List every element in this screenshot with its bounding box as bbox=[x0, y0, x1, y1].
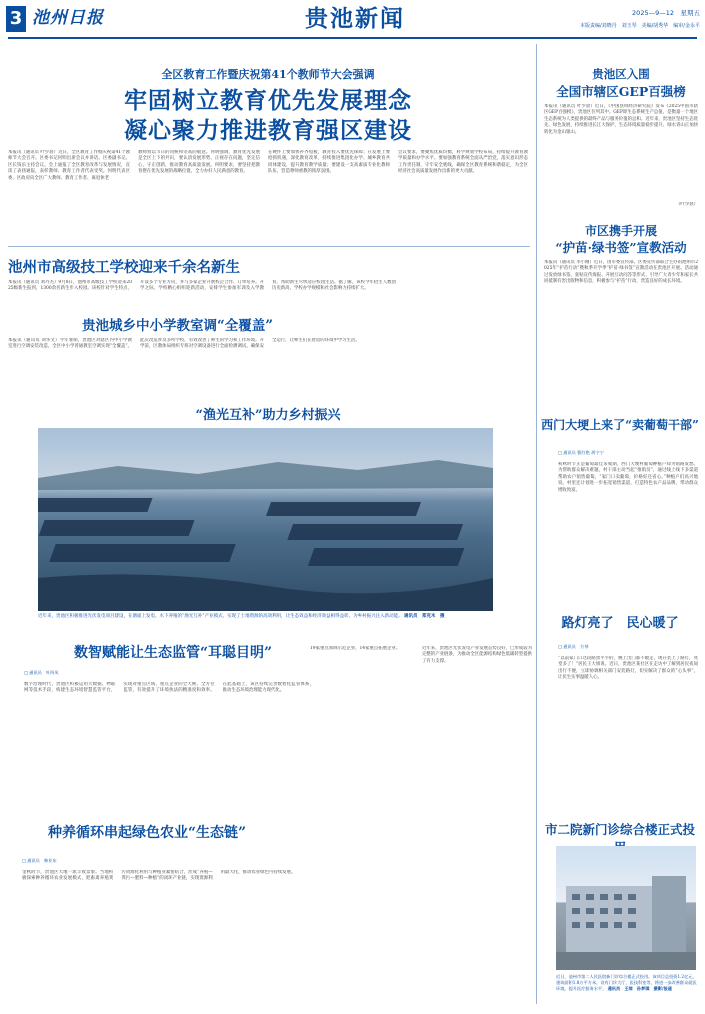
supervision-title: 数智赋能让生态监管“耳聪目明” bbox=[74, 645, 273, 661]
page-number-badge: 3 bbox=[6, 6, 26, 32]
pupil-title-1: 市区携手开展 bbox=[584, 224, 657, 238]
pupil-body: 本报讯（通讯员 李小刚）近日，由市委宣传部、区委宣传部联合主办的池州市2025年“护苗行动”暨秋季开学季“护苗·绿书签”宣教活动在贵池区开展。活动通过发放绿书签、张贴宣传海报、开展互动问答等形式，引导广大青少年和家长共同抵制有害出版物和信息，积极参与“护苗”行动，营造良好的成长环境。 bbox=[544, 260, 698, 285]
solar-fishery-photo bbox=[38, 428, 493, 611]
road-author: □ 通讯员 方琴 bbox=[558, 644, 589, 649]
road-story bbox=[540, 612, 700, 812]
light-story-body-right: 近年来，贵池区光伏发电产业发展态势良好，已形成较为完整的产业链条，为推动全区能源结构绿色低碳转型提供了有力支撑。 bbox=[422, 646, 532, 664]
gep-author: （叶少晨） bbox=[676, 202, 698, 207]
hospital-caption-author: 通讯员 王琼 孙梦琪 摄影/报道 bbox=[607, 985, 672, 991]
hospital-caption-text: 近日，池州市第二人民医院新门诊综合楼正式投用。该项目总投资1.2亿元，建筑面积1.8万平方米，设有门诊大厅、医技科室等，将进一步改善群众就医环境，提升医疗服务水平。 bbox=[556, 974, 697, 991]
solar-caption-author: 通讯员 郑克木 摄 bbox=[404, 614, 445, 619]
main-body-col3: 在硬件上要加快补齐短板，教育投入要优先保障；在发展上要抢抓机遇，深化教育改革，持续推进集团化办学、城乡教育共同体建设，提升教育教学质量；要建设一支高素质专业化教师队伍，营造尊师重教的浓厚氛围。 bbox=[268, 150, 390, 175]
hospital-photo-art bbox=[556, 846, 696, 970]
classroom-body: 本报讯（通讯员 刘华文）今年暑期，贵池区对辖区内中小学教室进行空调安装改造，全区中小学普通教室空调实现“全覆盖”。此次改造涉及多所学校，有效改善了师生的学习和工作环境。开学前，区教体局组织专班对空调设备进行全面检测调试，确保安全运行，让师生们在舒适的环境中学习生活。 bbox=[8, 338, 360, 350]
header-rule bbox=[8, 37, 697, 39]
main-headline-2: 凝心聚力推进教育强区建设 bbox=[124, 117, 412, 144]
main-body-col4: 会议要求，要聚焦优质均衡，科学规划学校布局，持续提升教育教学质量和办学水平。要加强教育系统全面从严治党，落实意识形态工作责任制，守牢安全底线，确保全区教育系统和谐稳定，为全区经济社会高质量发展作出新的更大贡献。 bbox=[398, 150, 528, 175]
cycle-body: 金秋时节，贵池区大地一派丰收景象。当地积极探索种养循环农业发展模式，把畜禽养殖粪污资源化利用与种植业紧密结合，形成“养殖—粪污—肥料—种植”的闭环产业链，实现资源利用最大化，推动农业绿色可持续发展。 bbox=[22, 870, 296, 882]
supervision-body: 数字治理时代，贵池区积极运用大数据、物联网等技术手段，构建生态环境智慧监管平台，实现对重点区域、重点企业的全天候、全方位监管，有效提升了环境执法的精准度和效率。在此基础上，该区持续完善数智化监管体系，推动生态环境治理能力现代化。 bbox=[24, 682, 314, 694]
school-body: 本报讯（通讯员 刘丹杰）9月8日，池州市高级技工学校迎来2025级新生报到，1300余名新生步入校园。该校针对学生特点，开设多个专业方向，并与多家企业开展校企合作、订单培养。开学之际，学校精心组织迎新活动，安排学生参加军训及入学教育，帮助新生尽快适应校园生活。据了解，该校今年招生人数创历史新高，学校办学规模和社会影响力持续扩大。 bbox=[8, 280, 396, 292]
hospital-title: 市二院新门诊综合楼正式投 bbox=[544, 822, 695, 837]
cycle-story bbox=[8, 822, 308, 1010]
divider bbox=[8, 246, 530, 247]
classroom-story bbox=[8, 314, 528, 394]
classroom-title: 贵池城乡中小学教室调“全覆盖” bbox=[82, 318, 274, 334]
hospital-caption bbox=[556, 974, 700, 1010]
section-title: 贵池新闻 bbox=[305, 5, 405, 32]
main-body-col2: 教师致以节日的问候和崇高的敬意。何明强调，教育优先发展是全区上下的共识，要认清发展形势，正视存在问题，坚定信心，守正创新，推动教育高质量发展。何明要求，要坚持把教育摆在优先发展的战略位置，全力办好人民满意的教育。 bbox=[138, 150, 260, 175]
solar-photo-art bbox=[38, 428, 493, 611]
solar-photo-title: “渔光互补”助力乡村振兴 bbox=[195, 408, 341, 423]
pupil-title-2: “护苗·绿书签”宣教活动 bbox=[555, 240, 687, 255]
road-title: 路灯亮了 民心暖了 bbox=[561, 616, 679, 631]
pupil-story bbox=[544, 220, 698, 410]
main-kicker: 全区教育工作暨庆祝第41个教师节大会强调 bbox=[161, 68, 375, 81]
editors-line: 本版责编/刘晓丹 刘玉琴 美编/胡秀华 编审/金永平 bbox=[579, 23, 700, 29]
sweet-title: 西门大埂上来了“卖葡萄干部” bbox=[541, 418, 699, 432]
cycle-author: □ 通讯员 韩业东 bbox=[22, 858, 57, 863]
school-title: 池州市高级技工学校迎来千余名新生 bbox=[8, 259, 240, 276]
solar-caption-text: 近年来，贵池区积极推进光伏发电项目建设，在塘面上发电、水下养殖的“渔光互补”产业模式，实现了土地资源的高效利用，让生态效益和经济效益相得益彰，为乡村振兴注入新动能。 bbox=[38, 614, 403, 619]
sweet-story bbox=[540, 416, 700, 592]
col-divider bbox=[536, 44, 537, 1004]
gep-title-2: 全国市辖区GEP百强榜 bbox=[556, 84, 686, 99]
main-body-col1: 本报讯（通讯员 叶少晨）近日，全区教育工作暨庆祝第41个教师节大会召开。区委书记何明出席会议并讲话。区委副书记、区长钱乐主持会议。会上通报了全区教育改革与发展情况，宣读了表扬通报，表彰教师、教育工作者代表受奖。何明代表区委、区政府向全区广大教师、教育工作者、离退休老 bbox=[8, 150, 130, 181]
supervision-author: □ 通讯员 叶四凤 bbox=[24, 670, 59, 675]
gep-body: 本报讯（通讯员 叶少晨）近日，《中国县域经济研究院》发布《2025中国市辖区GEP百强榜》，贵池区位列其中。GEP即生态系统生产总值，是衡量一个地区生态系统为人类提供的最终产品与服务价值的总和。近年来，贵池区坚持生态优先、绿色发展，持续推进长江大保护，生态环境质量稳步提升，绿水青山正加快转化为金山银山。 bbox=[544, 104, 698, 135]
cycle-title: 种养循环串起绿色农业“生态链” bbox=[48, 825, 247, 841]
gep-title-1: 贵池区入围 bbox=[592, 67, 650, 81]
issue-date: 2025—9—12 星期五 bbox=[632, 9, 700, 17]
hospital-photo bbox=[556, 846, 696, 970]
road-body: “以前家门口这段路黑乎乎的，晚上出门都不敢走，现在装上了路灯，亮堂多了！”居民王大姐说。近日，贵池区某社区在走访中了解到居民夜间出行不便，立即协调相关部门安装路灯，切实解决了群众的“心头事”，让民生实事温暖人心。 bbox=[558, 656, 698, 681]
sweet-body: 初秋时节正是葡萄最佳采收期，西门大埂村葡萄种植户却为销路发愁。为帮助群众解决难题，村干部主动当起“推销员”，通过线上线下多渠道帮助农户销售葡萄。“家门口卖葡萄，价格好还省心。”种植户们高兴地说。村里还计划进一步拓宽销售渠道，打造特色农产品品牌，带动群众增收致富。 bbox=[558, 462, 698, 493]
gep-story bbox=[544, 44, 698, 214]
light-story-body-left: 19家重点领域示范企业、14家重点拓展企业。 bbox=[310, 646, 401, 651]
newspaper-logo: 池州日报 bbox=[32, 8, 104, 28]
solar-caption bbox=[38, 614, 493, 638]
main-story bbox=[8, 44, 528, 244]
main-headline-1: 牢固树立教育优先发展理念 bbox=[124, 87, 412, 114]
light-story-right bbox=[310, 640, 532, 820]
sweet-author: □ 通讯员 曹红艳 胡宁宁 bbox=[558, 450, 604, 455]
